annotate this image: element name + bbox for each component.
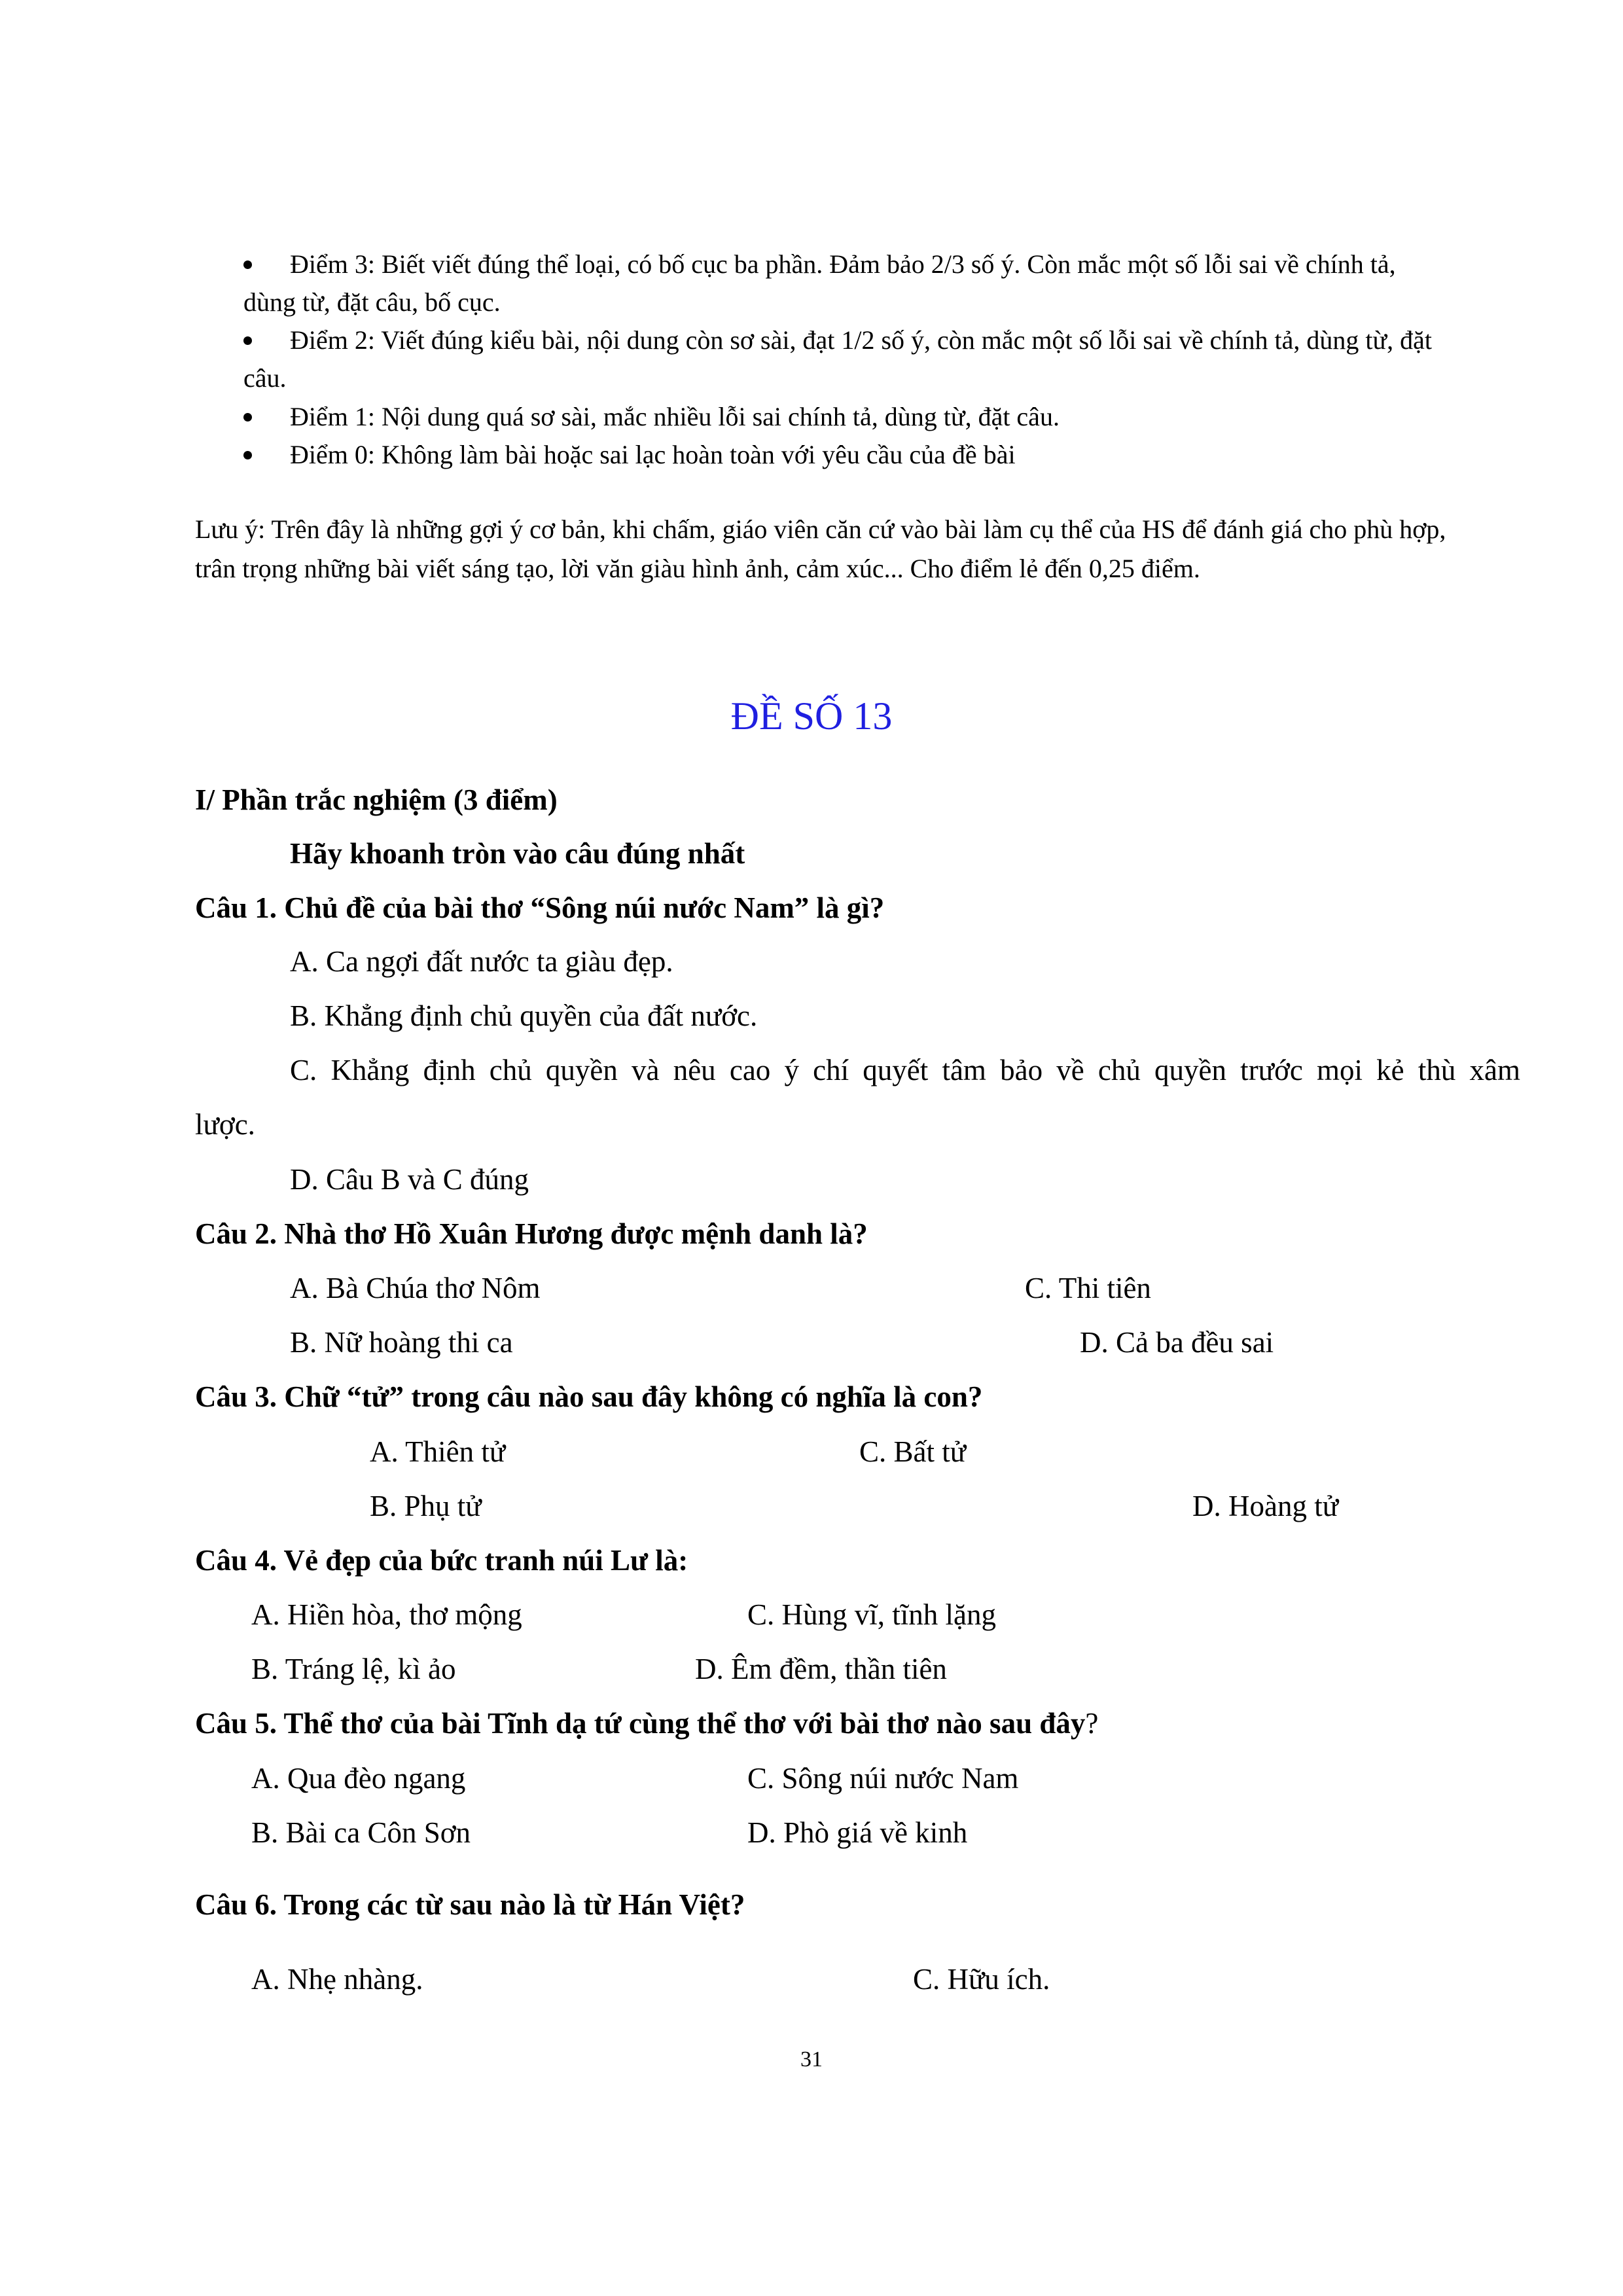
question-5-text: Câu 5. Thể thơ của bài Tĩnh dạ tứ cùng thể thơ với bài thơ nào sau đây <box>195 1707 1086 1740</box>
q1-option-d: D. Câu B và C đúng <box>290 1163 529 1196</box>
q5-option-c: C. Sông núi nước Nam <box>747 1762 1019 1795</box>
q6-option-c: C. Hữu ích. <box>913 1963 1050 1996</box>
grading-item-3-line2: dùng từ, đặt câu, bố cục. <box>243 287 501 317</box>
question-3-text: Câu 3. Chữ “tử” trong câu nào sau đây không có nghĩa là con? <box>195 1380 983 1413</box>
q3-option-d: D. Hoàng tử <box>1192 1490 1339 1522</box>
q6-option-a: A. Nhẹ nhàng. <box>251 1963 423 1996</box>
bullet-icon <box>243 260 252 269</box>
section-heading-text: I/ Phần trắc nghiệm (3 điểm) <box>195 783 558 816</box>
question-2-text: Câu 2. Nhà thơ Hồ Xuân Hương được mệnh danh là? <box>195 1217 868 1250</box>
grading-item-2-line2: câu. <box>243 363 287 393</box>
question-1-text: Câu 1. Chủ đề của bài thơ “Sông núi nước Nam” là gì? <box>195 891 885 924</box>
q4-option-a: A. Hiền hòa, thơ mộng <box>251 1598 522 1631</box>
q2-option-b: B. Nữ hoàng thi ca <box>290 1326 513 1359</box>
note-line2: trân trọng những bài viết sáng tạo, lời văn giàu hình ảnh, cảm xúc... Cho điểm lẻ đến 0,25 điểm. <box>195 554 1200 583</box>
q4-option-c: C. Hùng vĩ, tĩnh lặng <box>747 1598 996 1631</box>
bullet-icon <box>243 336 252 345</box>
instruction-text: Hãy khoanh tròn vào câu đúng nhất <box>290 837 745 870</box>
q1-option-a: A. Ca ngợi đất nước ta giàu đẹp. <box>290 945 673 978</box>
grading-item-2-line1: Điểm 2: Viết đúng kiểu bài, nội dung còn sơ sài, đạt 1/2 số ý, còn mắc một số lỗi sai về chính tả, dùng từ, đặt <box>290 325 1432 355</box>
page-number: 31 <box>800 2047 823 2072</box>
grading-item-0: Điểm 0: Không làm bài hoặc sai lạc hoàn toàn với yêu cầu của đề bài <box>290 440 1016 469</box>
question-1 <box>195 887 884 929</box>
bullet-icon <box>243 413 252 422</box>
instruction <box>290 833 745 874</box>
q3-option-c: C. Bất tử <box>859 1435 967 1468</box>
question-3 <box>195 1376 982 1418</box>
q2-option-a: A. Bà Chúa thơ Nôm <box>290 1272 541 1304</box>
q5-option-d: D. Phò giá về kinh <box>747 1816 968 1849</box>
question-5-mark: ? <box>1085 1707 1099 1740</box>
section-heading <box>195 779 558 821</box>
bullet-icon <box>243 451 252 459</box>
q1-option-b: B. Khẳng định chủ quyền của đất nước. <box>290 999 758 1032</box>
grading-item-3-line1: Điểm 3: Biết viết đúng thể loại, có bố cục ba phần. Đảm bảo 2/3 số ý. Còn mắc một số lỗi sai về chính tả, <box>290 249 1396 279</box>
q2-option-d: D. Cả ba đều sai <box>1080 1326 1274 1359</box>
q1-option-c-line2: lược. <box>195 1108 255 1141</box>
q4-option-b: B. Tráng lệ, kì ảo <box>251 1653 456 1685</box>
question-6-text: Câu 6. Trong các từ sau nào là từ Hán Việt? <box>195 1888 745 1921</box>
q3-option-a: A. Thiên tử <box>370 1435 506 1468</box>
question-4 <box>195 1539 688 1581</box>
question-4-text: Câu 4. Vẻ đẹp của bức tranh núi Lư là: <box>195 1544 688 1577</box>
exam-title: ĐỀ SỐ 13 <box>730 694 893 738</box>
q5-option-b: B. Bài ca Côn Sơn <box>251 1816 471 1849</box>
q4-option-d: D. Êm đềm, thần tiên <box>695 1653 947 1685</box>
question-2 <box>195 1213 868 1255</box>
grading-item-1: Điểm 1: Nội dung quá sơ sài, mắc nhiều lỗi sai chính tả, dùng từ, đặt câu. <box>290 402 1060 431</box>
question-6 <box>195 1884 745 1926</box>
q1-option-c-line1: C. Khẳng định chủ quyền và nêu cao ý chí quyết tâm bảo về chủ quyền trước mọi kẻ thù xâm <box>290 1054 1520 1086</box>
q2-option-c: C. Thi tiên <box>1025 1272 1151 1304</box>
q3-option-b: B. Phụ tử <box>370 1490 482 1522</box>
q5-option-a: A. Qua đèo ngang <box>251 1762 466 1795</box>
question-5 <box>195 1702 1098 1744</box>
note-line1: Lưu ý: Trên đây là những gợi ý cơ bản, khi chấm, giáo viên căn cứ vào bài làm cụ thể của HS để đánh giá cho phù hợp, <box>195 514 1446 544</box>
